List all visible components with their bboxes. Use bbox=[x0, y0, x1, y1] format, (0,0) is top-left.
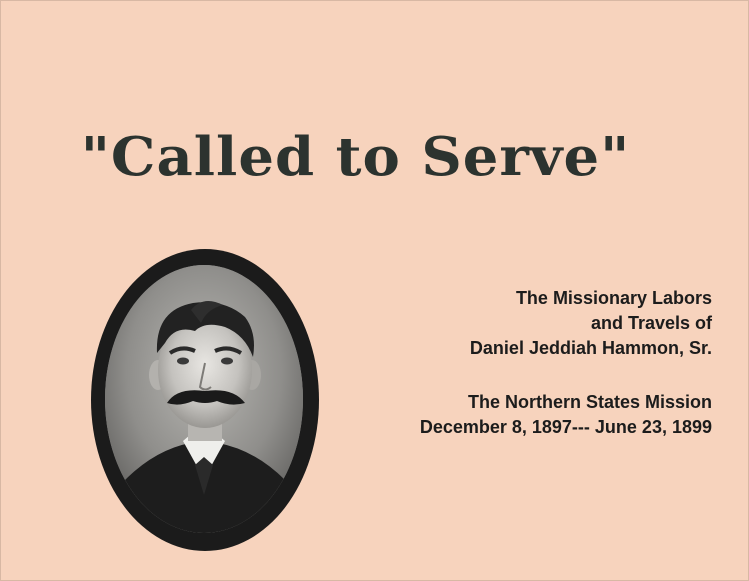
subtitle-line-2: and Travels of bbox=[590, 313, 712, 333]
subtitle-block bbox=[470, 286, 712, 361]
cover-title: "Called to Serve" bbox=[80, 125, 631, 189]
subtitle-line-3: Daniel Jeddiah Hammon, Sr. bbox=[469, 338, 712, 358]
subtitle-line-1: The Missionary Labors bbox=[515, 288, 712, 308]
mission-name: The Northern States Mission bbox=[467, 392, 712, 412]
portrait-photo bbox=[105, 265, 303, 533]
portrait-illustration bbox=[105, 265, 303, 533]
mission-dates: December 8, 1897--- June 23, 1899 bbox=[419, 417, 712, 437]
mission-block bbox=[420, 390, 712, 440]
